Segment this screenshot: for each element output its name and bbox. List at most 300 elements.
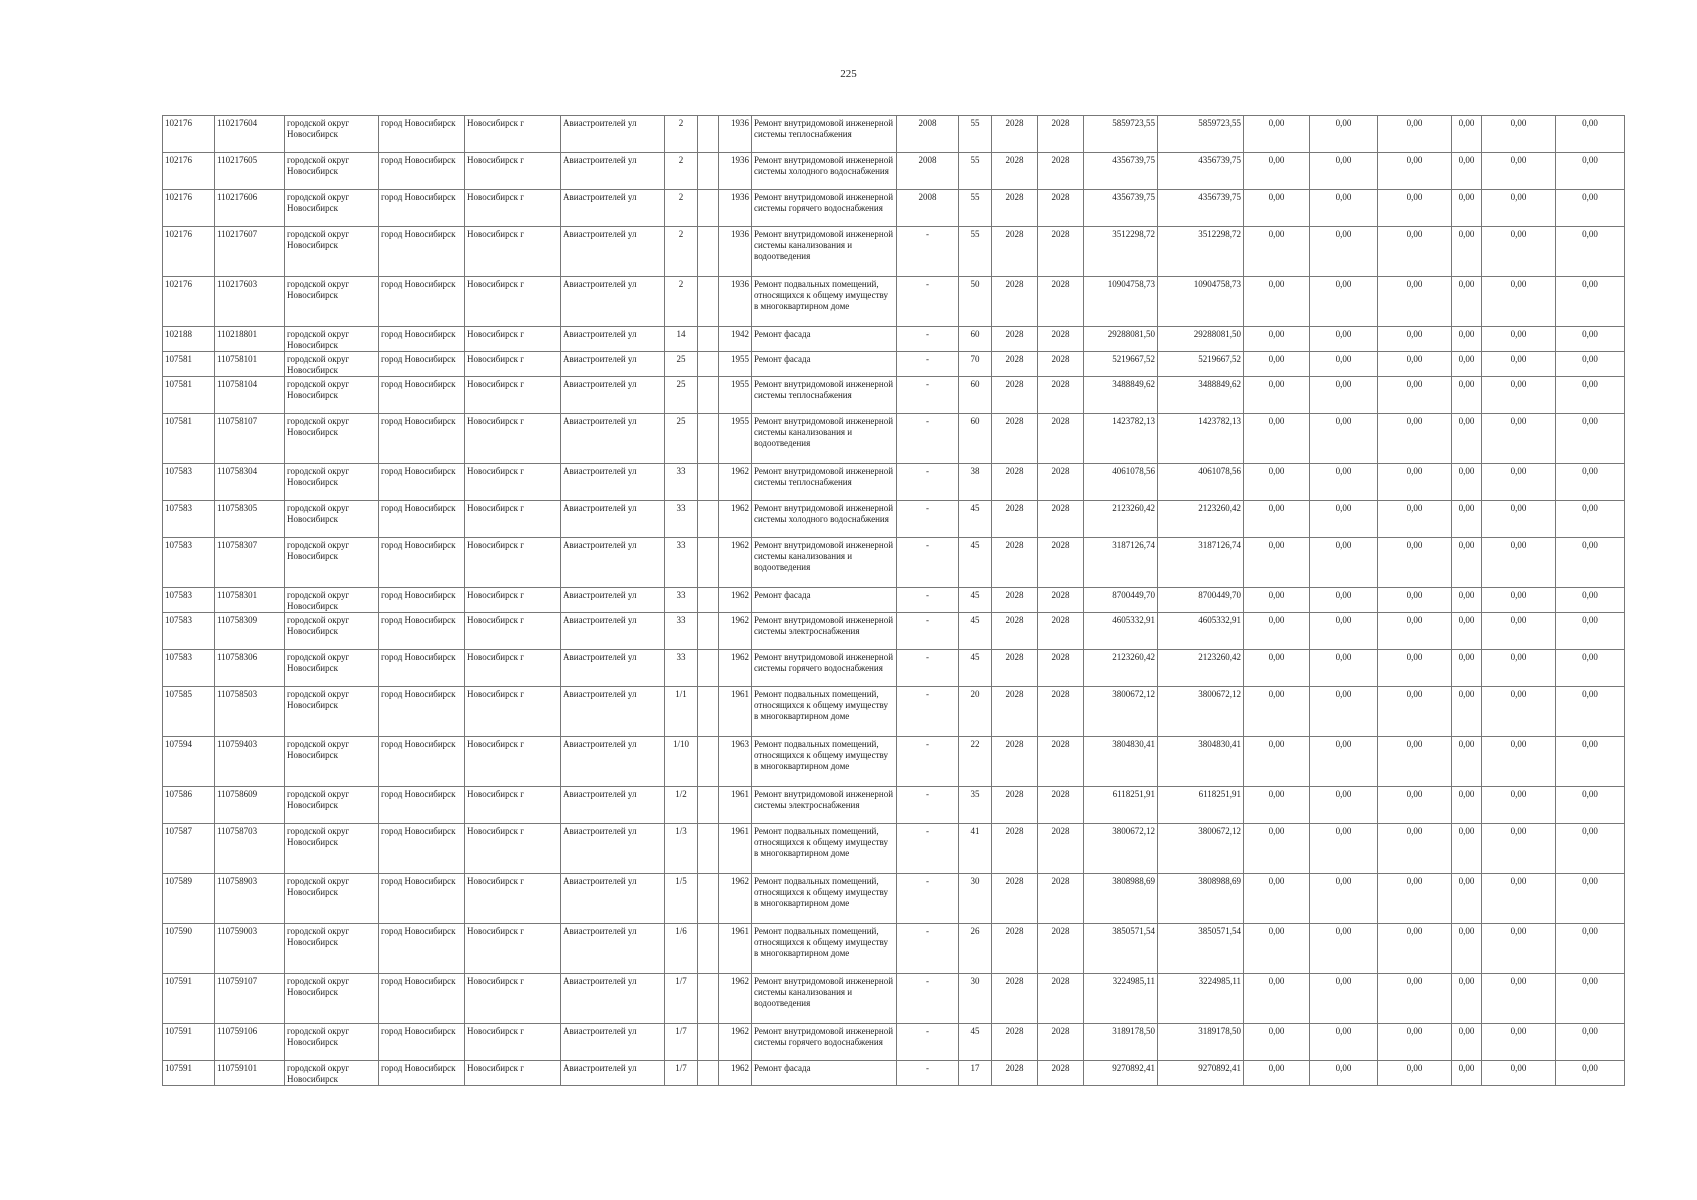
funding-5-cell: 0,00 — [1482, 874, 1556, 924]
last-repair-year-cell: - — [897, 1061, 959, 1086]
total-cost-cell: 4356739,75 — [1084, 190, 1158, 227]
total-cost-cell: 1423782,13 — [1084, 414, 1158, 464]
city-cell: Новосибирск г — [465, 874, 561, 924]
municipality-cell: городской округ Новосибирск — [285, 787, 379, 824]
fund-cost-cell: 3512298,72 — [1158, 227, 1244, 277]
funding-4-cell: 0,00 — [1452, 1061, 1482, 1086]
row-id-cell: 107581 — [163, 352, 215, 377]
funding-1-cell: 0,00 — [1244, 1024, 1310, 1061]
table-row — [163, 116, 1625, 153]
settlement-cell: город Новосибирск — [379, 501, 465, 538]
row-id-cell: 102176 — [163, 277, 215, 327]
work-type-cell: Ремонт внутридомовой инженерной системы электроснабжения — [752, 787, 897, 824]
plan-start-year-cell: 2028 — [992, 1061, 1038, 1086]
street-cell: Авиастроителей ул — [561, 687, 665, 737]
funding-1-cell: 0,00 — [1244, 787, 1310, 824]
funding-2-cell: 0,00 — [1310, 116, 1378, 153]
funding-5-cell: 0,00 — [1482, 277, 1556, 327]
funding-5-cell: 0,00 — [1482, 650, 1556, 687]
element-code-cell: 110758503 — [215, 687, 285, 737]
settlement-cell: город Новосибирск — [379, 924, 465, 974]
work-type-cell: Ремонт подвальных помещений, относящихся к общему имуществу в многоквартирном доме — [752, 824, 897, 874]
funding-4-cell: 0,00 — [1452, 538, 1482, 588]
building-cell — [698, 613, 719, 650]
plan-start-year-cell: 2028 — [992, 613, 1038, 650]
build-year-cell: 1936 — [719, 153, 752, 190]
element-code-cell: 110758301 — [215, 588, 285, 613]
plan-end-year-cell: 2028 — [1038, 874, 1084, 924]
settlement-cell: город Новосибирск — [379, 227, 465, 277]
plan-start-year-cell: 2028 — [992, 737, 1038, 787]
funding-1-cell: 0,00 — [1244, 501, 1310, 538]
settlement-cell: город Новосибирск — [379, 650, 465, 687]
funding-5-cell: 0,00 — [1482, 116, 1556, 153]
element-code-cell: 110758107 — [215, 414, 285, 464]
municipality-cell: городской округ Новосибирск — [285, 687, 379, 737]
plan-end-year-cell: 2028 — [1038, 588, 1084, 613]
settlement-cell: город Новосибирск — [379, 190, 465, 227]
plan-start-year-cell: 2028 — [992, 153, 1038, 190]
fund-cost-cell: 2123260,42 — [1158, 501, 1244, 538]
funding-5-cell: 0,00 — [1482, 613, 1556, 650]
house-number-cell: 1/5 — [665, 874, 698, 924]
row-id-cell: 102176 — [163, 116, 215, 153]
funding-3-cell: 0,00 — [1378, 613, 1452, 650]
build-year-cell: 1962 — [719, 650, 752, 687]
element-code-cell: 110759107 — [215, 974, 285, 1024]
plan-start-year-cell: 2028 — [992, 874, 1038, 924]
funding-3-cell: 0,00 — [1378, 501, 1452, 538]
funding-4-cell: 0,00 — [1452, 116, 1482, 153]
house-number-cell: 33 — [665, 613, 698, 650]
table-row — [163, 190, 1625, 227]
street-cell: Авиастроителей ул — [561, 538, 665, 588]
wear-percent-cell: 45 — [959, 613, 992, 650]
work-type-cell: Ремонт внутридомовой инженерной системы горячего водоснабжения — [752, 190, 897, 227]
table-row — [163, 227, 1625, 277]
total-cost-cell: 4061078,56 — [1084, 464, 1158, 501]
funding-2-cell: 0,00 — [1310, 464, 1378, 501]
building-cell — [698, 737, 719, 787]
row-id-cell: 107585 — [163, 687, 215, 737]
house-number-cell: 2 — [665, 277, 698, 327]
build-year-cell: 1963 — [719, 737, 752, 787]
funding-3-cell: 0,00 — [1378, 277, 1452, 327]
plan-start-year-cell: 2028 — [992, 227, 1038, 277]
street-cell: Авиастроителей ул — [561, 787, 665, 824]
funding-4-cell: 0,00 — [1452, 687, 1482, 737]
city-cell: Новосибирск г — [465, 687, 561, 737]
plan-start-year-cell: 2028 — [992, 190, 1038, 227]
last-repair-year-cell: - — [897, 924, 959, 974]
building-cell — [698, 116, 719, 153]
element-code-cell: 110758305 — [215, 501, 285, 538]
row-id-cell: 107587 — [163, 824, 215, 874]
plan-start-year-cell: 2028 — [992, 501, 1038, 538]
municipality-cell: городской округ Новосибирск — [285, 377, 379, 414]
building-cell — [698, 464, 719, 501]
funding-2-cell: 0,00 — [1310, 613, 1378, 650]
municipality-cell: городской округ Новосибирск — [285, 924, 379, 974]
funding-6-cell: 0,00 — [1556, 874, 1625, 924]
house-number-cell: 1/1 — [665, 687, 698, 737]
funding-2-cell: 0,00 — [1310, 538, 1378, 588]
funding-3-cell: 0,00 — [1378, 1061, 1452, 1086]
funding-6-cell: 0,00 — [1556, 464, 1625, 501]
funding-1-cell: 0,00 — [1244, 737, 1310, 787]
wear-percent-cell: 55 — [959, 190, 992, 227]
last-repair-year-cell: - — [897, 327, 959, 352]
house-number-cell: 25 — [665, 377, 698, 414]
funding-5-cell: 0,00 — [1482, 227, 1556, 277]
settlement-cell: город Новосибирск — [379, 153, 465, 190]
last-repair-year-cell: - — [897, 501, 959, 538]
city-cell: Новосибирск г — [465, 974, 561, 1024]
element-code-cell: 110758307 — [215, 538, 285, 588]
table-row — [163, 874, 1625, 924]
wear-percent-cell: 50 — [959, 277, 992, 327]
wear-percent-cell: 45 — [959, 650, 992, 687]
funding-3-cell: 0,00 — [1378, 787, 1452, 824]
building-cell — [698, 227, 719, 277]
funding-2-cell: 0,00 — [1310, 974, 1378, 1024]
funding-1-cell: 0,00 — [1244, 352, 1310, 377]
last-repair-year-cell: - — [897, 414, 959, 464]
element-code-cell: 110758306 — [215, 650, 285, 687]
last-repair-year-cell: - — [897, 277, 959, 327]
plan-start-year-cell: 2028 — [992, 824, 1038, 874]
settlement-cell: город Новосибирск — [379, 116, 465, 153]
funding-3-cell: 0,00 — [1378, 538, 1452, 588]
wear-percent-cell: 17 — [959, 1061, 992, 1086]
funding-3-cell: 0,00 — [1378, 588, 1452, 613]
funding-3-cell: 0,00 — [1378, 352, 1452, 377]
funding-6-cell: 0,00 — [1556, 687, 1625, 737]
funding-4-cell: 0,00 — [1452, 227, 1482, 277]
page-number: 225 — [840, 68, 857, 80]
funding-5-cell: 0,00 — [1482, 464, 1556, 501]
work-type-cell: Ремонт фасада — [752, 352, 897, 377]
row-id-cell: 107594 — [163, 737, 215, 787]
plan-end-year-cell: 2028 — [1038, 538, 1084, 588]
table-row — [163, 613, 1625, 650]
last-repair-year-cell: - — [897, 974, 959, 1024]
table-row — [163, 277, 1625, 327]
street-cell: Авиастроителей ул — [561, 377, 665, 414]
build-year-cell: 1936 — [719, 277, 752, 327]
street-cell: Авиастроителей ул — [561, 613, 665, 650]
settlement-cell: город Новосибирск — [379, 327, 465, 352]
funding-3-cell: 0,00 — [1378, 924, 1452, 974]
settlement-cell: город Новосибирск — [379, 1061, 465, 1086]
element-code-cell: 110759403 — [215, 737, 285, 787]
total-cost-cell: 3488849,62 — [1084, 377, 1158, 414]
element-code-cell: 110758609 — [215, 787, 285, 824]
settlement-cell: город Новосибирск — [379, 277, 465, 327]
plan-start-year-cell: 2028 — [992, 924, 1038, 974]
street-cell: Авиастроителей ул — [561, 650, 665, 687]
work-type-cell: Ремонт подвальных помещений, относящихся к общему имуществу в многоквартирном доме — [752, 737, 897, 787]
plan-end-year-cell: 2028 — [1038, 974, 1084, 1024]
plan-start-year-cell: 2028 — [992, 538, 1038, 588]
city-cell: Новосибирск г — [465, 501, 561, 538]
street-cell: Авиастроителей ул — [561, 414, 665, 464]
element-code-cell: 110758304 — [215, 464, 285, 501]
work-type-cell: Ремонт фасада — [752, 1061, 897, 1086]
funding-2-cell: 0,00 — [1310, 227, 1378, 277]
funding-2-cell: 0,00 — [1310, 1024, 1378, 1061]
funding-3-cell: 0,00 — [1378, 874, 1452, 924]
total-cost-cell: 4356739,75 — [1084, 153, 1158, 190]
last-repair-year-cell: - — [897, 538, 959, 588]
table-row — [163, 1061, 1625, 1086]
street-cell: Авиастроителей ул — [561, 1024, 665, 1061]
funding-5-cell: 0,00 — [1482, 501, 1556, 538]
funding-4-cell: 0,00 — [1452, 1024, 1482, 1061]
street-cell: Авиастроителей ул — [561, 924, 665, 974]
funding-1-cell: 0,00 — [1244, 613, 1310, 650]
funding-6-cell: 0,00 — [1556, 787, 1625, 824]
house-number-cell: 33 — [665, 501, 698, 538]
city-cell: Новосибирск г — [465, 737, 561, 787]
funding-6-cell: 0,00 — [1556, 190, 1625, 227]
table-row — [163, 687, 1625, 737]
total-cost-cell: 10904758,73 — [1084, 277, 1158, 327]
plan-end-year-cell: 2028 — [1038, 501, 1084, 538]
build-year-cell: 1962 — [719, 1061, 752, 1086]
plan-end-year-cell: 2028 — [1038, 787, 1084, 824]
fund-cost-cell: 9270892,41 — [1158, 1061, 1244, 1086]
work-type-cell: Ремонт подвальных помещений, относящихся к общему имуществу в многоквартирном доме — [752, 277, 897, 327]
building-cell — [698, 377, 719, 414]
plan-end-year-cell: 2028 — [1038, 613, 1084, 650]
city-cell: Новосибирск г — [465, 190, 561, 227]
plan-end-year-cell: 2028 — [1038, 190, 1084, 227]
row-id-cell: 107591 — [163, 1061, 215, 1086]
fund-cost-cell: 6118251,91 — [1158, 787, 1244, 824]
street-cell: Авиастроителей ул — [561, 227, 665, 277]
plan-end-year-cell: 2028 — [1038, 650, 1084, 687]
plan-end-year-cell: 2028 — [1038, 277, 1084, 327]
settlement-cell: город Новосибирск — [379, 974, 465, 1024]
last-repair-year-cell: - — [897, 613, 959, 650]
fund-cost-cell: 3850571,54 — [1158, 924, 1244, 974]
element-code-cell: 110217603 — [215, 277, 285, 327]
wear-percent-cell: 30 — [959, 874, 992, 924]
total-cost-cell: 3224985,11 — [1084, 974, 1158, 1024]
wear-percent-cell: 35 — [959, 787, 992, 824]
funding-6-cell: 0,00 — [1556, 824, 1625, 874]
fund-cost-cell: 3488849,62 — [1158, 377, 1244, 414]
funding-3-cell: 0,00 — [1378, 227, 1452, 277]
plan-end-year-cell: 2028 — [1038, 1061, 1084, 1086]
settlement-cell: город Новосибирск — [379, 824, 465, 874]
build-year-cell: 1962 — [719, 501, 752, 538]
house-number-cell: 33 — [665, 588, 698, 613]
fund-cost-cell: 3189178,50 — [1158, 1024, 1244, 1061]
funding-2-cell: 0,00 — [1310, 824, 1378, 874]
work-type-cell: Ремонт внутридомовой инженерной системы теплоснабжения — [752, 377, 897, 414]
funding-4-cell: 0,00 — [1452, 153, 1482, 190]
funding-4-cell: 0,00 — [1452, 352, 1482, 377]
last-repair-year-cell: - — [897, 377, 959, 414]
plan-start-year-cell: 2028 — [992, 588, 1038, 613]
municipality-cell: городской округ Новосибирск — [285, 538, 379, 588]
funding-2-cell: 0,00 — [1310, 924, 1378, 974]
work-type-cell: Ремонт подвальных помещений, относящихся к общему имуществу в многоквартирном доме — [752, 874, 897, 924]
wear-percent-cell: 41 — [959, 824, 992, 874]
building-cell — [698, 352, 719, 377]
street-cell: Авиастроителей ул — [561, 874, 665, 924]
element-code-cell: 110758104 — [215, 377, 285, 414]
fund-cost-cell: 8700449,70 — [1158, 588, 1244, 613]
fund-cost-cell: 3800672,12 — [1158, 687, 1244, 737]
table-row — [163, 352, 1625, 377]
table-row — [163, 588, 1625, 613]
row-id-cell: 107583 — [163, 588, 215, 613]
funding-3-cell: 0,00 — [1378, 190, 1452, 227]
settlement-cell: город Новосибирск — [379, 874, 465, 924]
funding-4-cell: 0,00 — [1452, 190, 1482, 227]
municipality-cell: городской округ Новосибирск — [285, 974, 379, 1024]
building-cell — [698, 153, 719, 190]
building-cell — [698, 974, 719, 1024]
work-type-cell: Ремонт внутридомовой инженерной системы канализования и водоотведения — [752, 414, 897, 464]
funding-2-cell: 0,00 — [1310, 650, 1378, 687]
funding-2-cell: 0,00 — [1310, 277, 1378, 327]
plan-start-year-cell: 2028 — [992, 1024, 1038, 1061]
funding-5-cell: 0,00 — [1482, 414, 1556, 464]
plan-end-year-cell: 2028 — [1038, 116, 1084, 153]
funding-3-cell: 0,00 — [1378, 327, 1452, 352]
fund-cost-cell: 2123260,42 — [1158, 650, 1244, 687]
funding-1-cell: 0,00 — [1244, 588, 1310, 613]
fund-cost-cell: 1423782,13 — [1158, 414, 1244, 464]
municipality-cell: городской округ Новосибирск — [285, 1061, 379, 1086]
table-row — [163, 414, 1625, 464]
total-cost-cell: 3850571,54 — [1084, 924, 1158, 974]
street-cell: Авиастроителей ул — [561, 974, 665, 1024]
street-cell: Авиастроителей ул — [561, 1061, 665, 1086]
total-cost-cell: 2123260,42 — [1084, 501, 1158, 538]
row-id-cell: 107583 — [163, 650, 215, 687]
funding-2-cell: 0,00 — [1310, 588, 1378, 613]
city-cell: Новосибирск г — [465, 650, 561, 687]
row-id-cell: 107589 — [163, 874, 215, 924]
funding-6-cell: 0,00 — [1556, 501, 1625, 538]
work-type-cell: Ремонт внутридомовой инженерной системы теплоснабжения — [752, 464, 897, 501]
building-cell — [698, 924, 719, 974]
work-type-cell: Ремонт подвальных помещений, относящихся к общему имуществу в многоквартирном доме — [752, 687, 897, 737]
funding-1-cell: 0,00 — [1244, 974, 1310, 1024]
funding-4-cell: 0,00 — [1452, 787, 1482, 824]
element-code-cell: 110758703 — [215, 824, 285, 874]
plan-end-year-cell: 2028 — [1038, 327, 1084, 352]
fund-cost-cell: 29288081,50 — [1158, 327, 1244, 352]
wear-percent-cell: 45 — [959, 538, 992, 588]
total-cost-cell: 5859723,55 — [1084, 116, 1158, 153]
city-cell: Новосибирск г — [465, 327, 561, 352]
funding-1-cell: 0,00 — [1244, 924, 1310, 974]
total-cost-cell: 8700449,70 — [1084, 588, 1158, 613]
settlement-cell: город Новосибирск — [379, 1024, 465, 1061]
table-row — [163, 327, 1625, 352]
row-id-cell: 102176 — [163, 153, 215, 190]
funding-5-cell: 0,00 — [1482, 824, 1556, 874]
funding-1-cell: 0,00 — [1244, 538, 1310, 588]
table-body — [163, 116, 1625, 1086]
funding-2-cell: 0,00 — [1310, 874, 1378, 924]
city-cell: Новосибирск г — [465, 414, 561, 464]
capital-repair-table — [162, 115, 1625, 1086]
fund-cost-cell: 4356739,75 — [1158, 153, 1244, 190]
city-cell: Новосибирск г — [465, 277, 561, 327]
house-number-cell: 33 — [665, 538, 698, 588]
build-year-cell: 1955 — [719, 377, 752, 414]
settlement-cell: город Новосибирск — [379, 464, 465, 501]
house-number-cell: 14 — [665, 327, 698, 352]
funding-1-cell: 0,00 — [1244, 190, 1310, 227]
total-cost-cell: 3512298,72 — [1084, 227, 1158, 277]
table-row — [163, 538, 1625, 588]
wear-percent-cell: 30 — [959, 974, 992, 1024]
house-number-cell: 1/2 — [665, 787, 698, 824]
total-cost-cell: 5219667,52 — [1084, 352, 1158, 377]
last-repair-year-cell: - — [897, 787, 959, 824]
street-cell: Авиастроителей ул — [561, 824, 665, 874]
work-type-cell: Ремонт внутридомовой инженерной системы холодного водоснабжения — [752, 153, 897, 190]
street-cell: Авиастроителей ул — [561, 190, 665, 227]
funding-1-cell: 0,00 — [1244, 874, 1310, 924]
funding-6-cell: 0,00 — [1556, 153, 1625, 190]
funding-3-cell: 0,00 — [1378, 824, 1452, 874]
last-repair-year-cell: - — [897, 352, 959, 377]
municipality-cell: городской округ Новосибирск — [285, 650, 379, 687]
city-cell: Новосибирск г — [465, 227, 561, 277]
funding-3-cell: 0,00 — [1378, 687, 1452, 737]
funding-3-cell: 0,00 — [1378, 464, 1452, 501]
building-cell — [698, 327, 719, 352]
settlement-cell: город Новосибирск — [379, 538, 465, 588]
funding-3-cell: 0,00 — [1378, 737, 1452, 787]
funding-1-cell: 0,00 — [1244, 327, 1310, 352]
build-year-cell: 1936 — [719, 190, 752, 227]
last-repair-year-cell: - — [897, 227, 959, 277]
city-cell: Новосибирск г — [465, 1024, 561, 1061]
city-cell: Новосибирск г — [465, 787, 561, 824]
build-year-cell: 1962 — [719, 1024, 752, 1061]
building-cell — [698, 687, 719, 737]
last-repair-year-cell: - — [897, 464, 959, 501]
work-type-cell: Ремонт внутридомовой инженерной системы горячего водоснабжения — [752, 1024, 897, 1061]
last-repair-year-cell: - — [897, 737, 959, 787]
row-id-cell: 107591 — [163, 1024, 215, 1061]
plan-start-year-cell: 2028 — [992, 787, 1038, 824]
row-id-cell: 107583 — [163, 464, 215, 501]
house-number-cell: 33 — [665, 650, 698, 687]
last-repair-year-cell: - — [897, 588, 959, 613]
last-repair-year-cell: 2008 — [897, 116, 959, 153]
funding-5-cell: 0,00 — [1482, 924, 1556, 974]
build-year-cell: 1961 — [719, 824, 752, 874]
wear-percent-cell: 20 — [959, 687, 992, 737]
municipality-cell: городской округ Новосибирск — [285, 190, 379, 227]
funding-3-cell: 0,00 — [1378, 377, 1452, 414]
building-cell — [698, 190, 719, 227]
house-number-cell: 25 — [665, 352, 698, 377]
total-cost-cell: 3800672,12 — [1084, 687, 1158, 737]
funding-6-cell: 0,00 — [1556, 352, 1625, 377]
